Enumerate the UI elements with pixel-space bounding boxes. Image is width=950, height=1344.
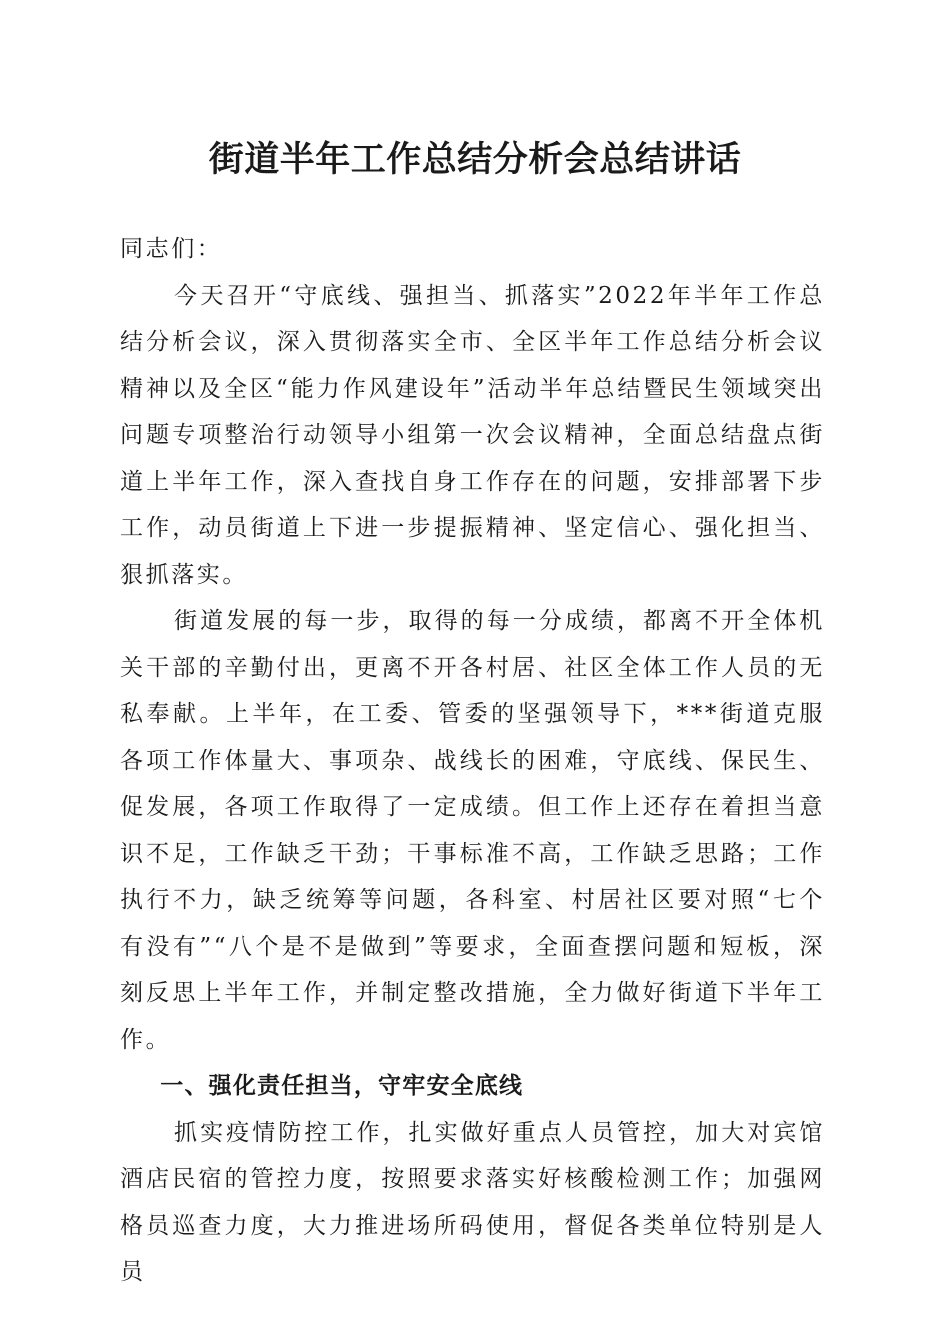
document-body xyxy=(120,226,825,1296)
document-title: 街道半年工作总结分析会总结讲话 xyxy=(208,139,742,180)
paragraph-achievements: 街道发展的每一步，取得的每一分成绩，都离不开全体机关干部的辛勤付出，更离不开各村居、社区全体工作人员的无私奉献。上半年，在工委、管委的坚强领导下，***街道克服各项工作体量大、事项杂、战线长的困难，守底线、保民生、促发展，各项工作取得了一定成绩。但工作上还存在着担当意识不足，工作缺乏干劲；干事标准不高，工作缺乏思路；工作执行不力，缺乏统筹等问题，各科室、村居社区要对照“七个有没有”“八个是不是做到”等要求，全面查摆问题和短板，深刻反思上半年工作，并制定整改措施，全力做好街道下半年工作。 xyxy=(120,608,825,1053)
paragraph-section-1: 抓实疫情防控工作，扎实做好重点人员管控，加大对宾馆酒店民宿的管控力度，按照要求落实好核酸检测工作；加强网格员巡查力度，大力推进场所码使用，督促各类单位特别是人员 xyxy=(120,1119,825,1285)
section-heading: 一、强化责任担当，守牢安全底线 xyxy=(160,1073,524,1099)
paragraph-opening: 今天召开“守底线、强担当、抓落实”2022年半年工作总结分析会议，深入贯彻落实全市、全区半年工作总结分析会议精神以及全区“能力作风建设年”活动半年总结暨民生领域突出问题专项整治行动领导小组第一次会议精神，全面总结盘点街道上半年工作，深入查找自身工作存在的问题，安排部署下步工作，动员街道上下进一步提振精神、坚定信心、强化担当、狠抓落实。 xyxy=(120,282,825,588)
salutation: 同志们： xyxy=(120,236,223,262)
